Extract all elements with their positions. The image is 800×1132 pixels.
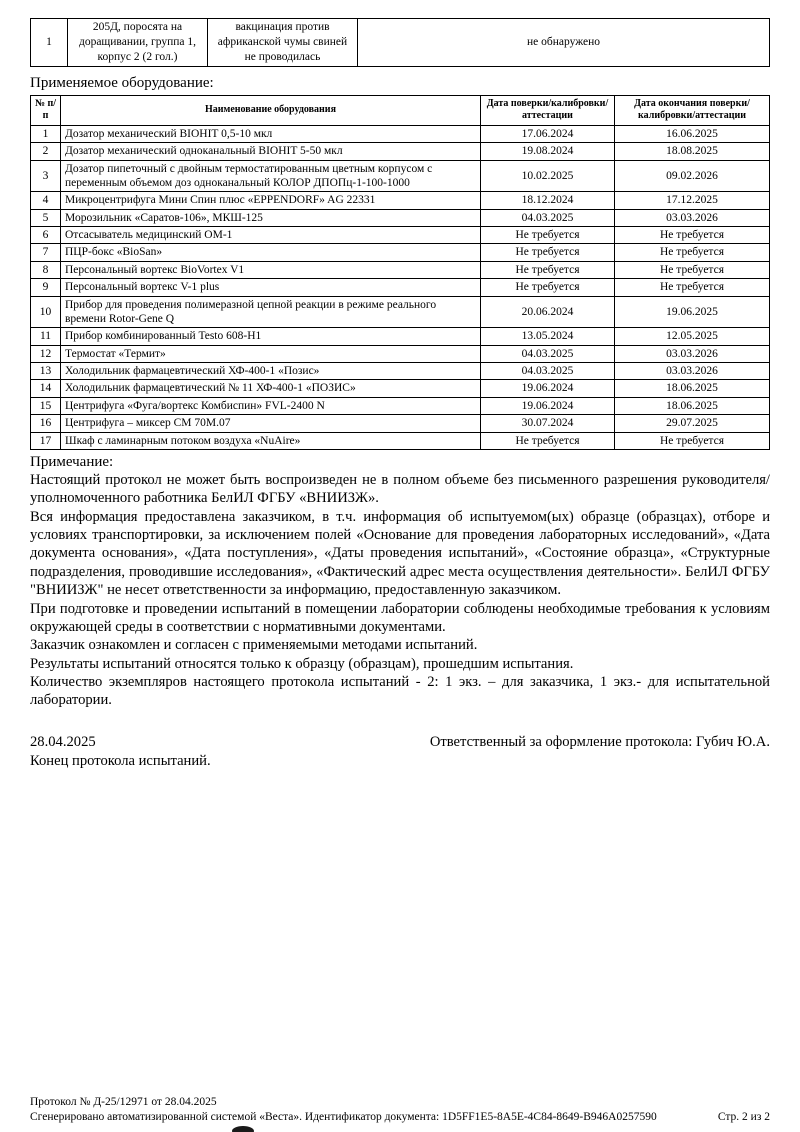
equipment-cell-end: 19.06.2025 — [615, 296, 770, 328]
equipment-row — [31, 125, 770, 142]
result-cell-vaccination: вакцинация против африканской чумы свиней не проводилась — [208, 19, 358, 67]
equipment-cell-num: 5 — [31, 209, 61, 226]
equipment-cell-name: Отсасыватель медицинский ОМ-1 — [61, 227, 481, 244]
equipment-cell-name: Центрифуга – миксер СМ 70М.07 — [61, 415, 481, 432]
equipment-cell-name: Центрифуга «Фуга/вортекс Комбиспин» FVL-2400 N — [61, 397, 481, 414]
equipment-row — [31, 397, 770, 414]
result-cell-result: не обнаружено — [358, 19, 770, 67]
equipment-cell-date: 13.05.2024 — [481, 328, 615, 345]
results-table — [30, 18, 770, 67]
note-paragraph: Настоящий протокол не может быть воспроизведен не в полном объеме без письменного разрешения руководителя/уполномоченного работника БелИЛ ФГБУ «ВНИИЗЖ». — [30, 471, 770, 507]
equipment-cell-end: Не требуется — [615, 432, 770, 449]
equipment-cell-name: Дозатор пипеточный с двойным термостатированным цветным корпусом с переменным объемом доз одноканальный КОЛОР ДПОПц-1-100-1000 — [61, 160, 481, 192]
equipment-header-date: Дата поверки/калибровки/аттестации — [481, 95, 615, 125]
equipment-cell-num: 10 — [31, 296, 61, 328]
result-cell-num: 1 — [31, 19, 68, 67]
equipment-row — [31, 227, 770, 244]
signoff-line — [30, 734, 770, 751]
equipment-cell-name: Микроцентрифуга Мини Спин плюс «EPPENDORF» AG 22331 — [61, 192, 481, 209]
equipment-cell-num: 17 — [31, 432, 61, 449]
equipment-cell-date: 19.06.2024 — [481, 397, 615, 414]
equipment-cell-date: Не требуется — [481, 261, 615, 278]
equipment-table — [30, 95, 770, 450]
equipment-section-title: Применяемое оборудование: — [30, 74, 214, 91]
equipment-cell-name: Холодильник фармацевтический № 11 ХФ-400-1 «ПОЗИС» — [61, 380, 481, 397]
equipment-cell-date: 30.07.2024 — [481, 415, 615, 432]
equipment-cell-date: Не требуется — [481, 279, 615, 296]
equipment-cell-end: 12.05.2025 — [615, 328, 770, 345]
equipment-header-end: Дата окончания поверки/калибровки/аттестации — [615, 95, 770, 125]
equipment-cell-end: Не требуется — [615, 279, 770, 296]
equipment-cell-date: 17.06.2024 — [481, 125, 615, 142]
equipment-cell-date: 20.06.2024 — [481, 296, 615, 328]
equipment-cell-name: Холодильник фармацевтический ХФ-400-1 «Позис» — [61, 363, 481, 380]
equipment-row — [31, 244, 770, 261]
equipment-cell-name: Термостат «Термит» — [61, 345, 481, 362]
note-paragraph: Результаты испытаний относятся только к образцу (образцам), прошедшим испытания. — [30, 655, 574, 672]
equipment-row — [31, 363, 770, 380]
equipment-cell-date: 04.03.2025 — [481, 209, 615, 226]
equipment-cell-num: 7 — [31, 244, 61, 261]
equipment-cell-num: 1 — [31, 125, 61, 142]
end-of-protocol-text: Конец протокола испытаний. — [30, 752, 211, 769]
equipment-cell-date: 18.12.2024 — [481, 192, 615, 209]
equipment-cell-date: 10.02.2025 — [481, 160, 615, 192]
equipment-cell-num: 8 — [31, 261, 61, 278]
equipment-cell-end: 16.06.2025 — [615, 125, 770, 142]
notes-title: Примечание: — [30, 453, 114, 470]
equipment-cell-end: 18.06.2025 — [615, 397, 770, 414]
equipment-cell-num: 6 — [31, 227, 61, 244]
equipment-row — [31, 143, 770, 160]
equipment-row — [31, 432, 770, 449]
equipment-row — [31, 328, 770, 345]
equipment-header-name: Наименование оборудования — [61, 95, 481, 125]
equipment-row — [31, 415, 770, 432]
equipment-row — [31, 192, 770, 209]
equipment-row — [31, 209, 770, 226]
note-paragraph: При подготовке и проведении испытаний в помещении лаборатории соблюдены необходимые требования к условиям окружающей среды в соответствии с нормативными документами. — [30, 600, 770, 635]
equipment-cell-end: 09.02.2026 — [615, 160, 770, 192]
equipment-cell-num: 3 — [31, 160, 61, 192]
equipment-cell-num: 13 — [31, 363, 61, 380]
equipment-cell-date: Не требуется — [481, 432, 615, 449]
equipment-cell-num: 2 — [31, 143, 61, 160]
equipment-cell-end: 03.03.2026 — [615, 345, 770, 362]
note-paragraph: Количество экземпляров настоящего протокола испытаний - 2: 1 экз. – для заказчика, 1 экз.- для испытательной лаборатории. — [30, 674, 770, 709]
equipment-cell-end: Не требуется — [615, 261, 770, 278]
note-paragraph: Вся информация предоставлена заказчиком, в т.ч. информация об испытуемом(ых) образце (образцах), отборе и условиях транспортировки, за исключением полей «Основание для проведения лабораторных исследований», «Дата документа основания», «Дата поступления», «Даты проведения испытаний», «Состояние образца», «Структурные подразделения, проводившие исследования», «Фактический адрес места осуществления деятельности». БелИЛ ФГБУ "ВНИИЗЖ" не несет ответственности за информацию, предоставленную заказчиком. — [30, 508, 770, 599]
equipment-cell-name: Дозатор механический BIOHIT 0,5-10 мкл — [61, 125, 481, 142]
equipment-cell-date: 04.03.2025 — [481, 345, 615, 362]
equipment-cell-end: 18.08.2025 — [615, 143, 770, 160]
equipment-row — [31, 380, 770, 397]
equipment-cell-num: 16 — [31, 415, 61, 432]
equipment-row — [31, 160, 770, 192]
equipment-cell-name: Шкаф с ламинарным потоком воздуха «NuAire» — [61, 432, 481, 449]
equipment-cell-num: 4 — [31, 192, 61, 209]
note-paragraph: Заказчик ознакомлен и согласен с применяемыми методами испытаний. — [30, 637, 478, 654]
footer-protocol-number: Протокол № Д-25/12971 от 28.04.2025 — [30, 1096, 217, 1109]
equipment-row — [31, 279, 770, 296]
equipment-cell-name: Прибор для проведения полимеразной цепной реакции в режиме реального времени Rotor-Gene Q — [61, 296, 481, 328]
footer-page-number: Стр. 2 из 2 — [717, 1110, 770, 1123]
equipment-row — [31, 261, 770, 278]
equipment-cell-end: 29.07.2025 — [615, 415, 770, 432]
equipment-cell-name: Персональный вортекс V-1 plus — [61, 279, 481, 296]
equipment-cell-num: 15 — [31, 397, 61, 414]
equipment-row — [31, 345, 770, 362]
equipment-cell-end: 03.03.2026 — [615, 209, 770, 226]
equipment-cell-date: 19.06.2024 — [481, 380, 615, 397]
equipment-cell-date: Не требуется — [481, 227, 615, 244]
notes-paragraphs — [30, 471, 770, 710]
equipment-cell-num: 11 — [31, 328, 61, 345]
scan-artifact — [232, 1126, 254, 1132]
equipment-cell-name: ПЦР-бокс «BioSan» — [61, 244, 481, 261]
table-row — [31, 19, 770, 67]
equipment-cell-date: 04.03.2025 — [481, 363, 615, 380]
equipment-cell-name: Персональный вортекс BioVortex V1 — [61, 261, 481, 278]
equipment-header-row — [31, 95, 770, 125]
page-footer — [30, 1095, 770, 1124]
equipment-row — [31, 296, 770, 328]
equipment-cell-name: Прибор комбинированный Testo 608-H1 — [61, 328, 481, 345]
equipment-cell-end: 17.12.2025 — [615, 192, 770, 209]
equipment-cell-date: 19.08.2024 — [481, 143, 615, 160]
equipment-cell-name: Дозатор механический одноканальный BIOHIT 5-50 мкл — [61, 143, 481, 160]
footer-generated-text: Сгенерировано автоматизированной системой «Веста». Идентификатор документа: 1D5FF1E5-8A5E-4C84-8649-B946A0257590 — [30, 1110, 657, 1123]
signoff-date: 28.04.2025 — [30, 733, 96, 750]
equipment-header-num: № п/п — [31, 95, 61, 125]
equipment-cell-num: 9 — [31, 279, 61, 296]
equipment-cell-num: 14 — [31, 380, 61, 397]
equipment-cell-num: 12 — [31, 345, 61, 362]
equipment-cell-date: Не требуется — [481, 244, 615, 261]
signoff-responsible: Ответственный за оформление протокола: Губич Ю.А. — [429, 733, 770, 750]
equipment-cell-name: Морозильник «Саратов-106», МКШ-125 — [61, 209, 481, 226]
equipment-table-body — [31, 125, 770, 449]
result-cell-sample: 205Д, поросята на доращивании, группа 1, корпус 2 (2 гол.) — [68, 19, 208, 67]
equipment-cell-end: 03.03.2026 — [615, 363, 770, 380]
equipment-cell-end: Не требуется — [615, 244, 770, 261]
equipment-cell-end: Не требуется — [615, 227, 770, 244]
equipment-cell-end: 18.06.2025 — [615, 380, 770, 397]
